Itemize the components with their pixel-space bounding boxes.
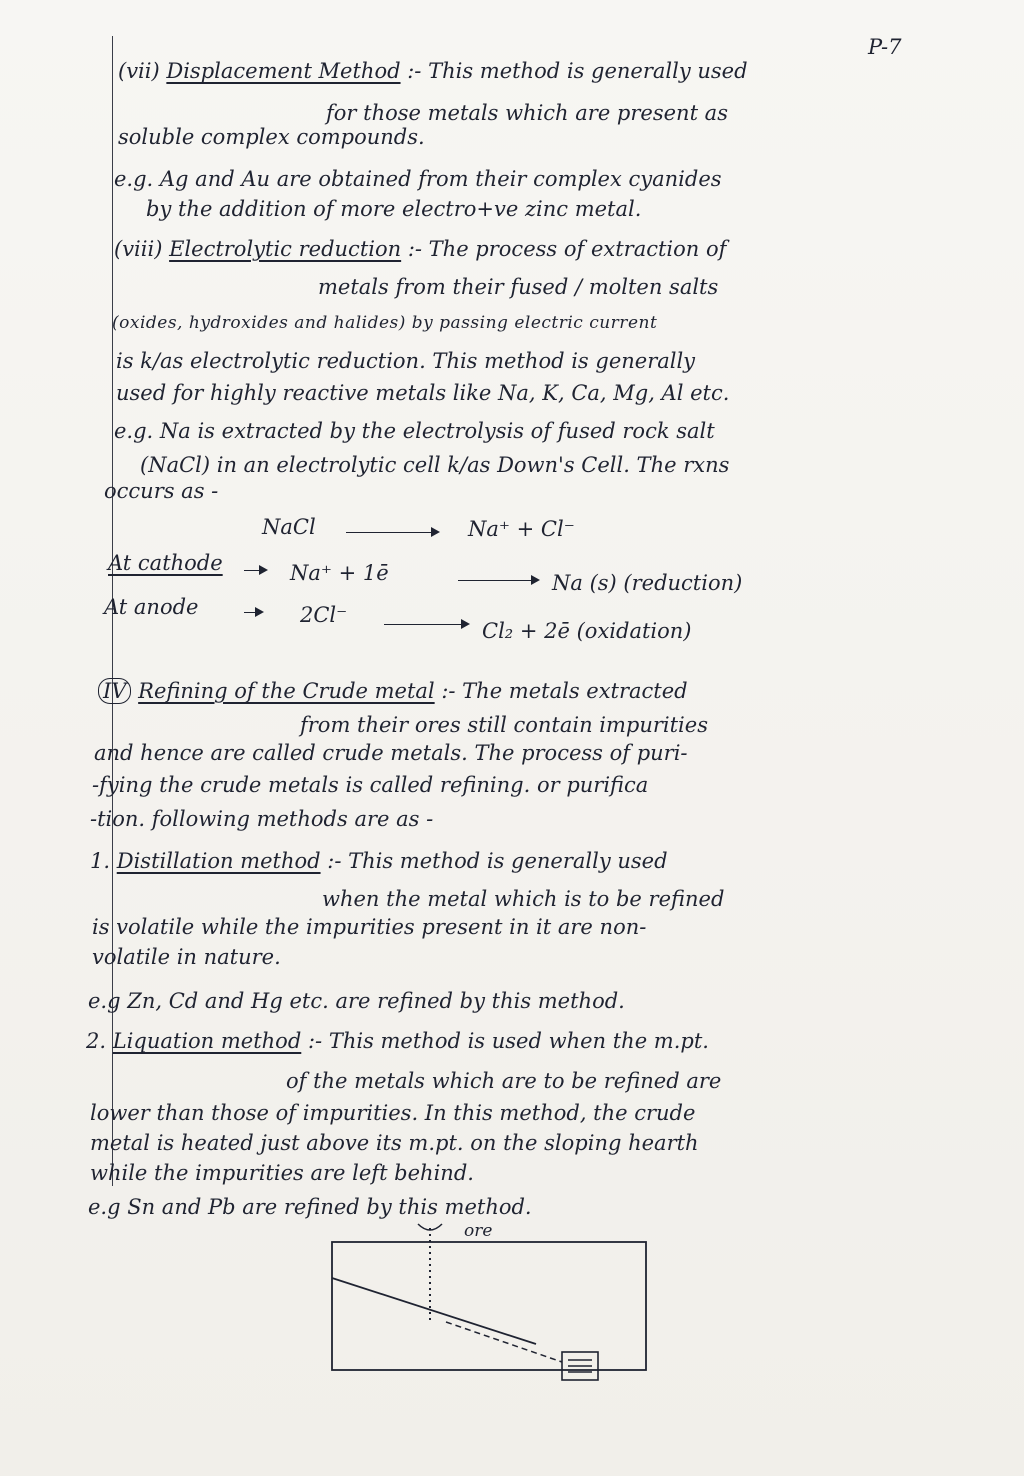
electrolytic-example: occurs as -: [104, 479, 219, 503]
liquation-line: lower than those of impurities. In this method, the crude: [90, 1101, 696, 1125]
electrolytic-line: (oxides, hydroxides and halides) by passing electric current: [112, 313, 658, 333]
displacement-example: by the addition of more electro+ve zinc metal.: [146, 197, 642, 221]
cathode-label: At cathode: [108, 551, 223, 575]
equation-rhs: Cl₂ + 2ē (oxidation): [482, 619, 692, 643]
furnace-outline: [332, 1242, 646, 1370]
electrolytic-line: used for highly reactive metals like Na, K, Ca, Mg, Al etc.: [116, 381, 730, 405]
refining-line: and hence are called crude metals. The process of puri-: [94, 741, 688, 765]
distillation-example: e.g Zn, Cd and Hg etc. are refined by this method.: [88, 989, 625, 1013]
equation-lhs: Na⁺ + 1ē: [290, 561, 389, 585]
displacement-heading: (vii) Displacement Method :- This method is generally used: [118, 59, 748, 83]
distillation-line: when the metal which is to be refined: [322, 887, 725, 911]
page-number: P-7: [868, 35, 902, 59]
roman-numeral-box: IV: [98, 678, 131, 704]
equation-lhs: NaCl: [262, 515, 316, 539]
liquation-line: of the metals which are to be refined are: [286, 1069, 722, 1093]
distillation-line: is volatile while the impurities present in it are non-: [92, 915, 647, 939]
anode-label: At anode: [104, 595, 199, 619]
reaction-arrow: [346, 532, 438, 533]
displacement-example: e.g. Ag and Au are obtained from their complex cyanides: [114, 167, 722, 191]
sloping-hearth: [332, 1278, 536, 1344]
distillation-line: volatile in nature.: [92, 945, 281, 969]
reaction-arrow: [384, 624, 468, 625]
refining-line: from their ores still contain impurities: [300, 713, 708, 737]
liquation-example: e.g Sn and Pb are refined by this method.: [88, 1195, 532, 1219]
refining-line: -fying the crude metals is called refining. or purifica: [92, 773, 649, 797]
hearth-dashed: [446, 1322, 562, 1362]
label-arrow: [244, 570, 266, 571]
equation-rhs: Na⁺ + Cl⁻: [468, 517, 575, 541]
refining-heading: IV Refining of the Crude metal :- The metals extracted: [98, 678, 688, 704]
liquation-line: while the impurities are left behind.: [90, 1161, 474, 1185]
electrolytic-example: e.g. Na is extracted by the electrolysis of fused rock salt: [114, 419, 715, 443]
displacement-line: soluble complex compounds.: [118, 125, 425, 149]
liquation-heading: 2. Liquation method :- This method is used when the m.pt.: [86, 1029, 709, 1053]
electrolytic-example: (NaCl) in an electrolytic cell k/as Down's Cell. The rxns: [140, 453, 730, 477]
liquation-line: metal is heated just above its m.pt. on the sloping hearth: [90, 1131, 699, 1155]
electrolytic-line: metals from their fused / molten salts: [318, 275, 719, 299]
equation-rhs: Na (s) (reduction): [552, 571, 743, 595]
liquation-furnace-diagram: [326, 1222, 656, 1382]
distillation-heading: 1. Distillation method :- This method is generally used: [90, 849, 668, 873]
refining-line: -tion. following methods are as -: [90, 807, 434, 831]
equation-lhs: 2Cl⁻: [300, 603, 348, 627]
label-arrow: [244, 612, 262, 613]
electrolytic-line: is k/as electrolytic reduction. This method is generally: [116, 349, 696, 373]
ore-label: ore: [464, 1222, 493, 1241]
reaction-arrow: [458, 580, 538, 581]
electrolytic-heading: (viii) Electrolytic reduction :- The process of extraction of: [114, 237, 727, 261]
displacement-line: for those metals which are present as: [326, 101, 728, 125]
